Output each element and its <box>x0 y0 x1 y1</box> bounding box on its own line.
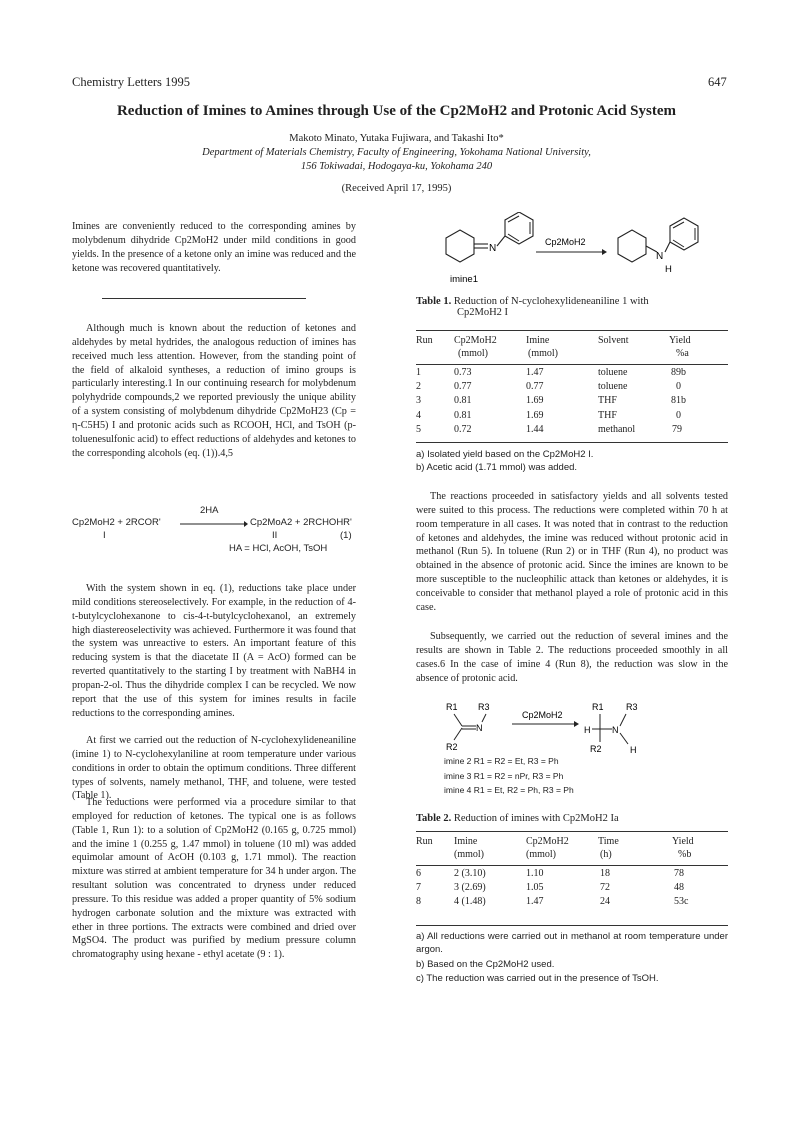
scheme2-r2: R2 <box>446 742 458 752</box>
table1-unit-cp2moh2: (mmol) <box>458 348 488 359</box>
eq1-label-I: I <box>103 530 106 541</box>
table1-cell: 0.81 <box>454 409 472 421</box>
table1-cell: 1.47 <box>526 367 544 378</box>
table1-cell: toluene <box>598 381 628 393</box>
eq1-arrow <box>180 519 248 529</box>
table2-cell: 72 <box>600 882 610 894</box>
table1-cell: 0.77 <box>454 381 472 393</box>
table2-cell: 18 <box>600 868 610 879</box>
scheme2-r1: R1 <box>446 702 458 712</box>
affiliation-line-1: Department of Materials Chemistry, Faculty of Engineering, Yokohama National University, <box>202 147 591 158</box>
scheme2-r1-product: R1 <box>592 702 604 712</box>
scheme2-imine2: imine 2 R1 = R2 = Et, R3 = Ph <box>444 756 559 766</box>
scheme1-reagent: Cp2MoH2 <box>545 237 586 247</box>
table1-cell: 0.72 <box>454 423 472 435</box>
table1-cell: 0 <box>676 409 681 421</box>
scheme1-n-left: N <box>489 243 497 254</box>
table2-note-a: a) All reductions were carried out in methanol at room temperature under argon. <box>416 931 728 955</box>
page-number: 647 <box>708 75 727 89</box>
eq1-acid-definition: HA = HCl, AcOH, TsOH <box>229 543 328 554</box>
table1-header-imine: Imine <box>526 335 550 346</box>
scheme2-imine-definitions <box>444 754 574 798</box>
eq1-reagent: 2HA <box>200 505 219 516</box>
table2-header-run: Run <box>416 836 433 847</box>
left-paragraph-3: At first we carried out the reduction of N-cyclohexylideneaniline (imine 1) to N-cyclohexylaniline at room temperature under various conditions in order to obtain the optimum conditions. Three different types of solvents, namely methanol, THF, and toluene, were tested (Table 1). <box>72 735 356 802</box>
table2-cell: 48 <box>674 882 684 894</box>
table2-caption-text: Reduction of imines with Cp2MoH2 Ia <box>453 813 619 824</box>
table1-cell: 3 <box>416 395 421 407</box>
table1-cell: 89b <box>671 367 686 378</box>
table1-caption-label: Table 1. <box>416 296 452 307</box>
table1 <box>416 334 728 441</box>
left-paragraph-4: The reductions were performed via a procedure similar to that employed for reduction of ketones. The typical one is as follows (Table 1, Run 1): to a solution of Cp2MoH2 (0.165 g, 0.725 mmol) and the imine 1 (0.255 g, 1.47 mmol) in toluene (10 ml) was added equimolar amount of AcOH (0.103 g, 1.71 mmol). The reaction mixture was stirred at ambient temperature for 34 h under argon. The resultant solution was concentrated to dryness under reduced pressure. To this residue was added a proper quantity of 5% sodium hydrogen carbonate solution and the mixture was extracted with ether in three portions. The extracts were combined and dried over MgSO4. The product was purified by medium pressure column chromatography using hexane - ethyl acetate (9 : 1). <box>72 797 356 961</box>
table1-unit-yield: %a <box>676 348 689 359</box>
imine1-label: imine1 <box>450 274 478 285</box>
table1-cell: 1.44 <box>526 423 544 435</box>
table2-header-time: Time <box>598 836 619 847</box>
affiliation-line-2: 156 Tokiwadai, Hodogaya-ku, Yokohama 240 <box>300 161 493 172</box>
table1-cell: 0.77 <box>526 381 544 393</box>
table2-header-imine: Imine <box>454 836 478 847</box>
table2-cell: 2 (3.10) <box>454 868 486 879</box>
table1-cell: 1.69 <box>526 409 544 421</box>
table1-caption-line2: Cp2MoH2 I <box>457 307 509 318</box>
table1-top-rule <box>416 330 728 331</box>
table2-note-c: c) The reduction was carried out in the presence of TsOH. <box>416 973 659 984</box>
table2-cell: 78 <box>674 868 684 879</box>
table2-cell: 24 <box>600 896 610 908</box>
table1-note-b: b) Acetic acid (1.71 mmol) was added. <box>416 462 578 473</box>
table1-header-solvent: Solvent <box>598 335 629 346</box>
table2-cell: 1.10 <box>526 868 544 879</box>
table2-cell: 1.05 <box>526 882 544 894</box>
table2 <box>416 835 728 911</box>
table1-cell: 0 <box>676 381 681 393</box>
scheme2-reagent: Cp2MoH2 <box>522 710 563 720</box>
received-date: (Received April 17, 1995) <box>341 183 452 194</box>
table1-cell: 79 <box>672 423 682 435</box>
table2-caption <box>416 813 728 824</box>
table1-cell: 2 <box>416 381 421 393</box>
authors: Makoto Minato, Yutaka Fujiwara, and Takashi Ito* <box>289 133 504 144</box>
table2-cell: 53c <box>674 896 689 908</box>
scheme-1-imine-reduction <box>432 212 702 290</box>
table1-header-yield: Yield <box>669 335 691 346</box>
scheme2-h-carbon: H <box>584 725 591 735</box>
table1-cell: toluene <box>598 367 628 378</box>
table2-note-b: b) Based on the Cp2MoH2 used. <box>416 959 555 970</box>
scheme2-imine3: imine 3 R1 = R2 = nPr, R3 = Ph <box>444 770 564 781</box>
table2-unit-time: (h) <box>600 849 612 860</box>
table1-cell: 1 <box>416 367 421 378</box>
benzene-ring-icon <box>505 212 533 244</box>
scheme2-n-right: N <box>612 725 619 735</box>
table1-unit-imine: (mmol) <box>528 348 558 359</box>
right-paragraph-1: The reactions proceeded in satisfactory yields and all solvents tested were suited to this process. The reductions were completed within 70 h at room temperature in all cases. It was noted that in contrast to the reduction of ketones and aldehydes, the imine was reduced without protonic acid in methanol (Run 5). In toluene (Run 2) or in THF (Run 4), no product was obtained in the absence of protonic acid. Since the imines are known to be more susceptible to the nucleophilic attack than ketones or aldehydes, it is conceivable to consider that methanol played a role of protonic acid in this case. <box>416 491 728 613</box>
table1-header-cp2moh2: Cp2MoH2 <box>454 335 497 346</box>
table2-cell: 8 <box>416 896 421 908</box>
table1-bottom-rule <box>416 442 728 443</box>
table2-cell: 7 <box>416 882 421 894</box>
table2-cell: 4 (1.48) <box>454 896 486 908</box>
scheme2-r2-product: R2 <box>590 744 602 754</box>
table1-cell: 0.73 <box>454 367 472 378</box>
table1-cell: methanol <box>598 423 636 435</box>
abstract: Imines are conveniently reduced to the corresponding amines by molybdenum dihydride Cp2MoH2 under mild conditions in good yields. In the presence of a ketone only an imine was reduced and the ketone was recovered quantitatively. <box>72 221 356 274</box>
cyclohexane-ring-icon <box>446 230 474 262</box>
scheme-2-general-imine-reduction <box>440 700 690 762</box>
table2-unit-cp2moh2: (mmol) <box>526 849 556 860</box>
table1-caption-text: Reduction of N-cyclohexylideneaniline 1 with <box>453 296 649 307</box>
table2-bottom-rule <box>416 925 728 926</box>
table1-cell: 5 <box>416 423 421 435</box>
table1-cell: 4 <box>416 409 421 421</box>
scheme1-n-right: N <box>656 251 664 262</box>
eq1-number: (1) <box>340 530 352 541</box>
scheme2-imine4: imine 4 R1 = Et, R2 = Ph, R3 = Ph <box>444 785 574 795</box>
equation-1 <box>72 505 362 565</box>
table2-cell: 1.47 <box>526 896 544 908</box>
scheme2-r3: R3 <box>478 702 490 712</box>
table2-cell: 3 (2.69) <box>454 882 486 894</box>
table2-cell: 6 <box>416 868 421 879</box>
table1-cell: THF <box>598 409 617 421</box>
journal-name: Chemistry Letters 1995 <box>72 75 191 89</box>
table2-unit-imine: (mmol) <box>454 849 484 860</box>
table1-cell: 0.81 <box>454 395 472 407</box>
paper-title: Reduction of Imines to Amines through Use of the Cp2MoH2 and Protonic Acid System <box>116 103 677 119</box>
table2-header-cp2moh2: Cp2MoH2 <box>526 836 569 847</box>
scheme2-n-left: N <box>476 723 483 733</box>
table1-cell: THF <box>598 395 617 407</box>
right-paragraph-2: Subsequently, we carried out the reduction of several imines and the results are shown in Table 2. The reductions proceeded smoothly in all cases.6 In the case of imine 4 (Run 8), the reduction was slow in the absence of protonic acid. <box>416 631 728 684</box>
table2-top-rule <box>416 831 728 832</box>
table2-header-yield: Yield <box>672 836 694 847</box>
abstract-divider <box>102 298 306 299</box>
eq1-products: Cp2MoA2 + 2RCHOHR' <box>250 517 352 528</box>
left-paragraph-1: Although much is known about the reduction of ketones and aldehydes by metal hydrides, the analogous reduction of imines has received much less attention. However, from the standing point of the field of alkaloid syntheses, a reduction of imino groups is particularly interesting.1 In our continuing research for molybdenum polyhydride compounds,2 we reported previously the unique ability of a system consisting of molybdenum dihydride Cp2MoH23 (Cp = η-C5H5) I and protonic acids such as RCOOH, HCl, and TsOH (p-toluenesulfonic acid) to effect reductions of aldehydes and ketones to the corresponding alcohols (eq. (1)).4,5 <box>72 323 356 459</box>
eq1-reactants: Cp2MoH2 + 2RCOR' <box>72 517 161 528</box>
scheme2-r3-product: R3 <box>626 702 638 712</box>
table2-caption-label: Table 2. <box>416 813 452 824</box>
scheme1-h: H <box>665 264 672 275</box>
table1-note-a: a) Isolated yield based on the Cp2MoH2 I. <box>416 449 594 460</box>
table1-cell: 1.69 <box>526 395 544 407</box>
left-paragraph-2: With the system shown in eq. (1), reductions take place under mild conditions stereoselectively. For example, in the reduction of 4-t-butylcyclohexanone to cis-4-t-butylcyclohexanol, an extremely high diastereoselectivity was achieved. Furthermore it was found that the system was unreactive to esters. An important feature of this reducing system is that the diacetate II (A = AcO) formed can be reverted quantitatively to the starting I by treatment with NaBH4 in propan-2-ol. Thus the dihydride complex I can be recycled. We now report that the use of this system for imines results in facile reductions to the corresponding amines. <box>72 583 356 719</box>
scheme2-h-nitrogen: H <box>630 745 637 755</box>
table1-caption <box>416 296 728 318</box>
table2-unit-yield: %b <box>678 849 692 860</box>
table1-cell: 81b <box>671 395 686 407</box>
table1-header-run: Run <box>416 335 433 346</box>
eq1-label-II: II <box>272 530 278 541</box>
